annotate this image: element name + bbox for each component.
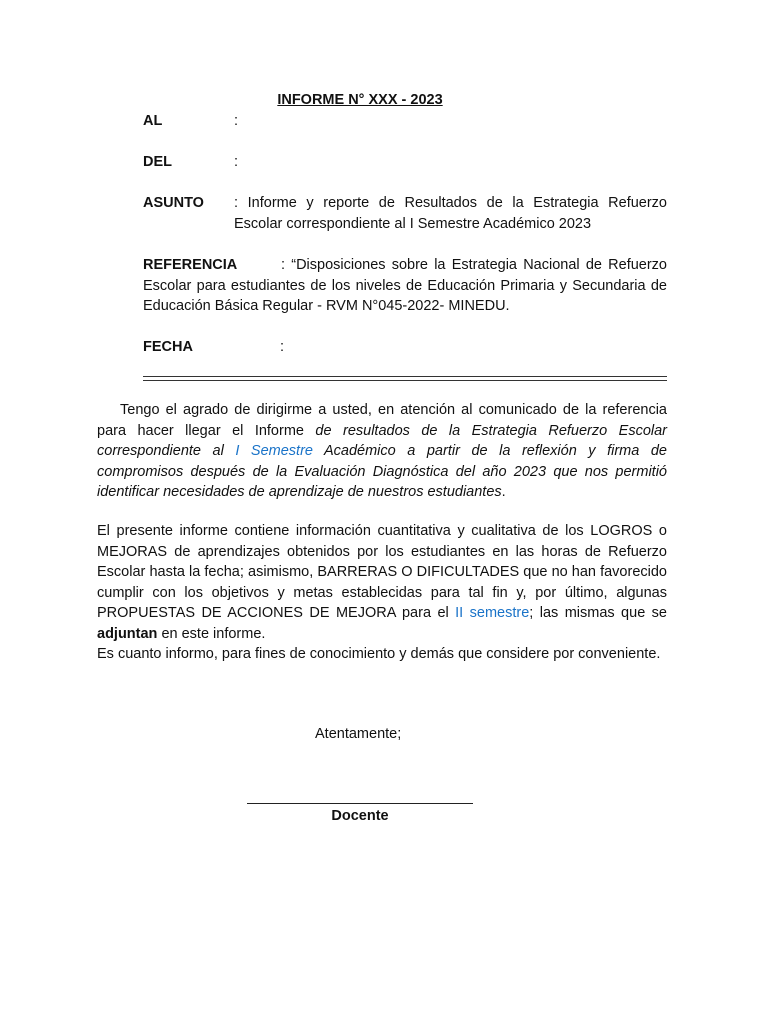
paragraph-intro-b: de resultados de la Estrategia Refuerzo Escolar correspondiente al bbox=[97, 422, 667, 460]
paragraph-intro-semester: I Semestre bbox=[235, 443, 313, 460]
header-al-value: : bbox=[234, 113, 239, 129]
divider-top bbox=[143, 376, 667, 377]
paragraph-intro-a: Tengo el agrado de dirigirme a usted, en atención al comunicado de la referencia para hacer llegar el Informe bbox=[97, 402, 667, 439]
header-asunto-line1: : Informe y reporte de Resultados de la Estrategia Refuerzo bbox=[234, 195, 667, 211]
header-al bbox=[143, 111, 667, 132]
header-al-label: AL bbox=[143, 113, 163, 129]
signature-line bbox=[247, 803, 473, 804]
paragraph-content-semester: II semestre bbox=[455, 605, 530, 622]
paragraph-content-a: El presente informe contiene información cuantitativa y cualitativa de los LOGROS o MEJORAS de aprendizajes obtenidos por los estudiantes en las horas de Refuerzo Escolar hasta la fecha; asimismo, BARRERAS O DIFICULTADES que no han favorecido cumplir con los objetivos y metas establecidas para tal fin y, por último, algunas PROPUESTAS DE ACCIONES DE MEJORA para el bbox=[97, 523, 667, 622]
paragraph-content-e: en este informe. bbox=[157, 625, 266, 642]
header-referencia-line1: : “Disposiciones sobre la Estrategia Nacional de Refuerzo bbox=[281, 257, 667, 273]
paragraph-content-c: ; las mismas que se bbox=[529, 605, 667, 622]
header-referencia-rest: Escolar para estudiantes de los niveles de Educación Primaria y Secundaria de Educación Básica Regular - RVM N°045-2022- MINEDU. bbox=[143, 277, 667, 314]
header-referencia bbox=[143, 255, 667, 317]
paragraph-intro bbox=[97, 400, 667, 503]
header-del bbox=[143, 152, 667, 173]
header-referencia-label: REFERENCIA bbox=[143, 257, 238, 273]
signature-name: Docente bbox=[331, 808, 389, 824]
header-fecha bbox=[143, 337, 667, 358]
header-del-value: : bbox=[234, 154, 239, 170]
paragraph-content-adjuntan: adjuntan bbox=[97, 625, 158, 642]
header-del-label: DEL bbox=[143, 154, 172, 170]
header-asunto-label: ASUNTO bbox=[143, 195, 204, 211]
header-fecha-label: FECHA bbox=[143, 339, 193, 355]
closing-salutation: Atentamente; bbox=[315, 726, 402, 742]
divider-bottom bbox=[143, 380, 667, 381]
paragraph-content bbox=[97, 521, 667, 645]
paragraph-closing: Es cuanto informo, para fines de conocimiento y demás que considere por conveniente. bbox=[97, 646, 661, 662]
header-fecha-value: : bbox=[280, 339, 285, 355]
header-asunto-value bbox=[234, 193, 667, 234]
paragraph-intro-d: Académico a partir de la reflexión y firma de compromisos después de la Evaluación Diagnóstica del año 2023 que nos permitió identificar necesidades de aprendizaje de nuestros estudiantes bbox=[97, 443, 667, 501]
header-asunto-line2: Escolar correspondiente al I Semestre Académico 2023 bbox=[234, 215, 592, 232]
document-title: INFORME N° XXX - 2023 bbox=[277, 92, 443, 108]
paragraph-intro-e: . bbox=[501, 484, 506, 501]
